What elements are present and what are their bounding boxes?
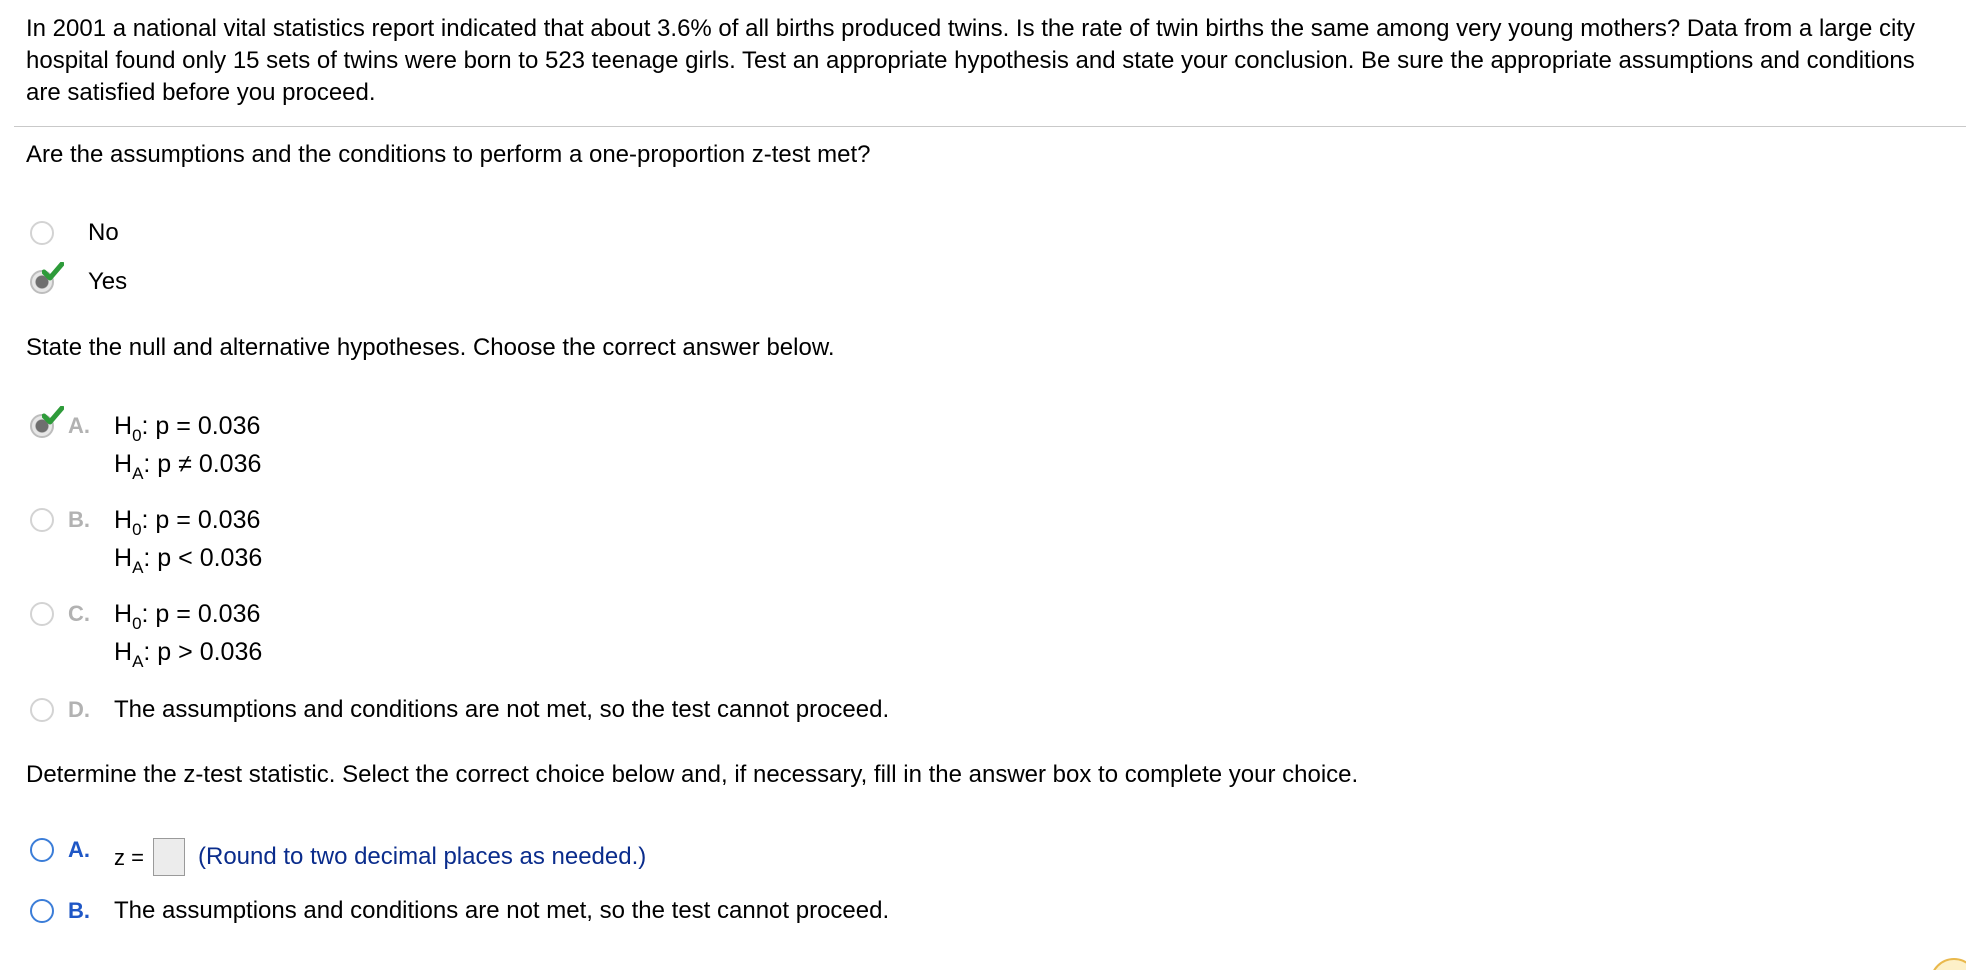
option-label-yes: Yes (88, 268, 128, 295)
h0-expression: : p = 0.036 (141, 412, 261, 440)
problem-statement: In 2001 a national vital statistics report indicated that about 3.6% of all births produced twins. Is the rate of twin births the same among very young mothers? Data from a large city hospital found only 15 sets of twins were born to 523 teenage girls. Test an appropriate hypothesis and state your conclusion. Be sure the appropriate assumptions and conditions are satisfied before you proceed. (26, 15, 1915, 106)
option-letter-c: C. (68, 601, 90, 626)
h0-expression: : p = 0.036 (141, 506, 261, 534)
h-symbol: H (114, 450, 133, 478)
radio-z-b[interactable] (30, 899, 54, 923)
null-hypothesis-a (114, 407, 261, 445)
h-symbol: H (114, 506, 133, 534)
ha-expression: : p < 0.036 (143, 544, 263, 572)
alt-hypothesis-a (114, 445, 261, 483)
h-symbol: H (114, 412, 133, 440)
h-subscript: A (132, 464, 144, 483)
option-letter-a: A. (68, 413, 90, 438)
alt-hypothesis-c (114, 633, 262, 671)
radio-c[interactable] (30, 602, 54, 626)
rounding-hint: (Round to two decimal places as needed.) (198, 843, 647, 870)
option-text-z-b: The assumptions and conditions are not met, so the test cannot proceed. (114, 897, 890, 924)
hypotheses-b (114, 501, 262, 577)
null-hypothesis-b (114, 501, 262, 539)
option-letter-z-b: B. (68, 898, 90, 923)
radio-no[interactable] (30, 221, 54, 245)
question-3-prompt: Determine the z-test statistic. Select the correct choice below and, if necessary, fill in the answer box to complete your choice. (26, 761, 1359, 788)
hypotheses-a (114, 407, 261, 483)
question-1-prompt: Are the assumptions and the conditions to perform a one-proportion z-test met? (26, 141, 871, 168)
h-subscript: A (132, 558, 144, 577)
radio-d[interactable] (30, 698, 54, 722)
null-hypothesis-c (114, 595, 262, 633)
h-symbol: H (114, 544, 133, 572)
ha-expression: : p > 0.036 (143, 638, 263, 666)
alt-hypothesis-b (114, 539, 262, 577)
option-letter-z-a: A. (68, 837, 90, 862)
option-letter-b: B. (68, 507, 90, 532)
z-answer-input[interactable] (153, 838, 185, 876)
option-text-d: The assumptions and conditions are not met, so the test cannot proceed. (114, 696, 890, 723)
h-symbol: H (114, 600, 133, 628)
divider (14, 126, 1966, 127)
h0-expression: : p = 0.036 (141, 600, 261, 628)
h-subscript: A (132, 652, 144, 671)
question-2-prompt: State the null and alternative hypotheses. Choose the correct answer below. (26, 334, 835, 361)
h-subscript: 0 (132, 614, 142, 633)
radio-z-a[interactable] (30, 838, 54, 862)
ha-expression: : p ≠ 0.036 (143, 450, 262, 478)
green-check-icon (42, 406, 64, 426)
z-label: z = (114, 845, 144, 870)
h-subscript: 0 (132, 520, 142, 539)
option-label-no: No (88, 219, 119, 246)
h-symbol: H (114, 638, 133, 666)
option-letter-d: D. (68, 697, 90, 722)
hypotheses-c (114, 595, 262, 671)
radio-b[interactable] (30, 508, 54, 532)
h-subscript: 0 (132, 426, 142, 445)
green-check-icon (42, 262, 64, 282)
help-badge-icon[interactable] (1930, 958, 1966, 970)
